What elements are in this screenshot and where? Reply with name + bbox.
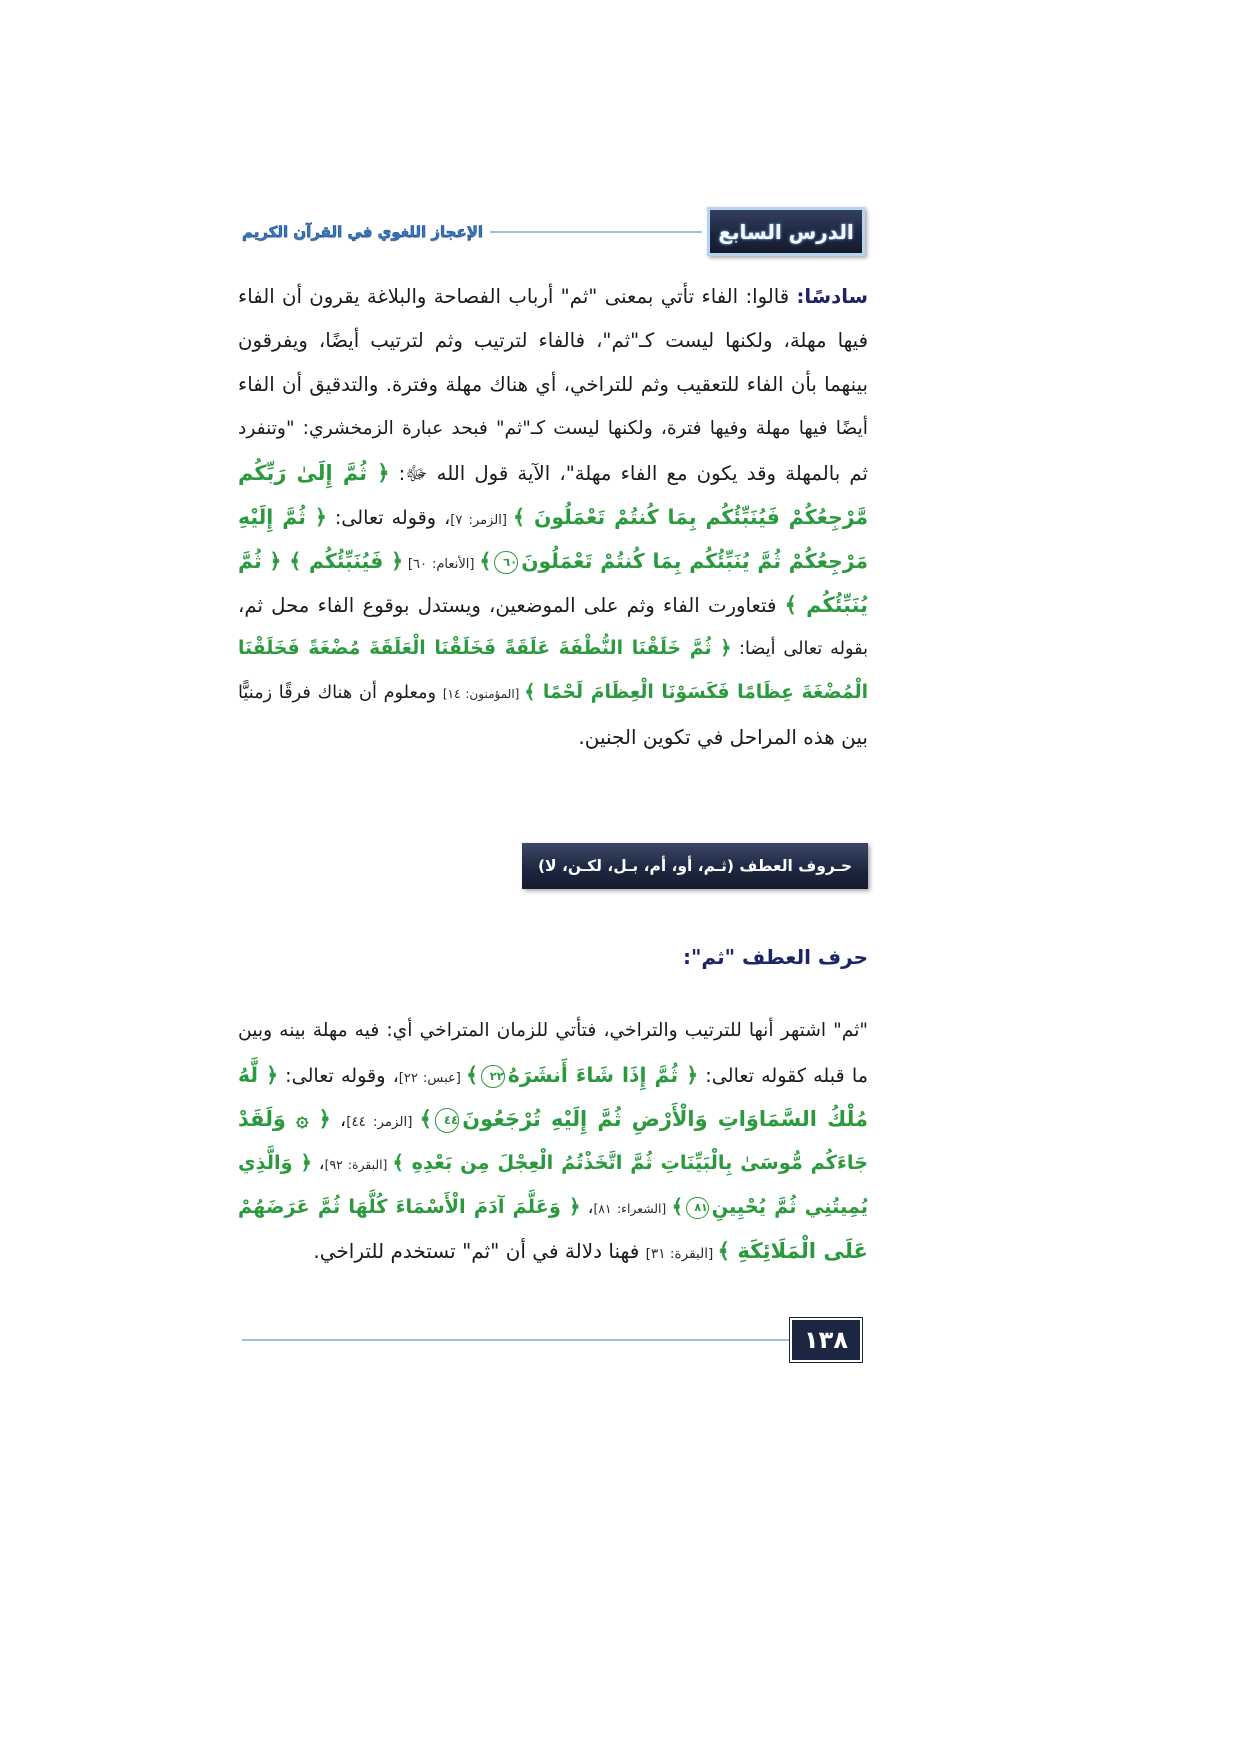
quran-verse-text: ﴿ فَيُنَبِّئُكُم ﴾ ﴿ ثُمَّ [238, 549, 404, 573]
subheading: حرف العطف "ثم": [683, 945, 868, 969]
ayah-number-marker: ٤٤ [435, 1108, 459, 1132]
verse-reference: [الأنعام: ٦٠] [403, 557, 480, 572]
quran-verse-text: مُلْكُ السَّمَاوَاتِ وَالْأَرْضِ ثُمَّ إِلَيْهِ تُرْجَعُونَ [462, 1107, 868, 1131]
verse-reference: [المؤمنون: ١٤] [442, 687, 525, 701]
body-text: بينهما بأن الفاء للتعقيب وثم للتراخي، أي هناك مهلة وفترة. والتدقيق أن الفاء [238, 373, 868, 396]
verse-reference: [البقرة: ٩٢] [324, 1158, 393, 1172]
quran-verse-text: يُنَبِّئُكُم ﴾ [784, 593, 868, 617]
quran-verse-text: مَرْجِعُكُمْ ثُمَّ يُنَبِّئُكُم بِمَا كُنتُمْ تَعْمَلُونَ [521, 549, 868, 573]
verse-reference: [عبس: ٢٢] [398, 1071, 467, 1086]
verse-reference: [الشعراء: ٨١] [593, 1202, 672, 1216]
quran-verse-text: يُمِيتُنِي ثُمَّ يُحْيِينِ [711, 1195, 868, 1218]
quran-verse-text: الْمُضْغَةَ عِظَامًا فَكَسَوْنَا الْعِظَامَ لَحْمًا ﴾ [524, 682, 869, 703]
section-title-bar [522, 843, 868, 889]
ayah-number-marker: ٦٠ [494, 551, 518, 575]
verse-reference: [الزمر: ٧] [450, 513, 514, 528]
text-line [238, 1053, 868, 1097]
quran-verse-text: ﴿ لَّهُ [238, 1063, 278, 1087]
text-line [238, 539, 868, 583]
text-line [238, 275, 868, 319]
body-text: بين هذه المراحل في تكوين الجنين. [578, 725, 868, 749]
body-text: "ثم" اشتهر أنها للترتيب والتراخي، فتأتي للزمان المتراخي أي: فيه مهلة بينه وبين [238, 1020, 868, 1041]
body-text: فيها مهلة، ولكنها ليست كـ"ثم"، فالفاء لترتيب وثم لترتيب أيضًا، ويفرقون [238, 329, 868, 352]
text-line [238, 1185, 868, 1229]
quran-verse-text: ﴾ [479, 549, 492, 573]
text-line [238, 363, 868, 407]
text-line [238, 319, 868, 363]
text-line [238, 1009, 868, 1053]
quran-verse-text: عَلَى الْمَلَائِكَةِ ﴾ [717, 1238, 868, 1263]
text-line [238, 627, 868, 671]
body-text: ، وقوله تعالى: [278, 1064, 399, 1087]
page-number-box [790, 1318, 862, 1362]
quran-verse-text: ﴾ [466, 1063, 478, 1087]
body-text: فهنا دلالة في أن "ثم" تستخدم للتراخي. [313, 1239, 646, 1263]
paragraph-label: سادسًا: [796, 285, 868, 308]
body-text: ثم بالمهلة وقد يكون مع الفاء مهلة"، الآية قول الله ﷻ: [389, 462, 868, 485]
section-title: حـروف العطف (ثـم، أو، أم، بـل، لكـن، لا) [537, 857, 852, 875]
body-text: ، [580, 1197, 594, 1218]
text-line [238, 671, 868, 715]
quran-verse-text: ﴿ ثُمَّ إِلَىٰ رَبِّكُم [238, 461, 390, 485]
quran-verse-text: ﴿ ثُمَّ إِذَا شَاءَ أَنشَرَهُ [507, 1063, 699, 1087]
verse-reference: [البقرة: ٣١] [645, 1246, 718, 1262]
lesson-label: الدرس السابع [718, 219, 854, 244]
paragraph-1 [238, 275, 868, 759]
lesson-label-box [707, 207, 865, 256]
body-text: بقوله تعالى أيضا: [731, 639, 869, 659]
text-line [238, 1229, 868, 1273]
body-text: ومعلوم أن هناك فرقًا زمنيًّا [238, 683, 443, 703]
ayah-number-marker: ٢٢ [481, 1065, 505, 1089]
page-number: ١٣٨ [804, 1326, 848, 1354]
body-text: فتعاورت الفاء وثم على الموضعين، ويستدل بوقوع الفاء محل ثم، [238, 594, 785, 617]
text-line [238, 451, 868, 495]
quran-verse-text: مَّرْجِعُكُمْ فَيُنَبِّئُكُم بِمَا كُنتُمْ تَعْمَلُونَ ﴾ [513, 505, 868, 529]
text-line [238, 1097, 868, 1141]
ayah-number-marker: ٨١ [686, 1197, 709, 1220]
paragraph-2 [238, 1009, 868, 1273]
text-line [238, 715, 868, 759]
text-line [238, 495, 868, 539]
quran-verse-text: ﴿ وَالَّذِي [238, 1151, 312, 1174]
quran-verse-text: جَاءَكُم مُّوسَىٰ بِالْبَيِّنَاتِ ثُمَّ اتَّخَذْتُمُ الْعِجْلَ مِن بَعْدِهِ ﴾ [392, 1151, 868, 1174]
body-text: قالوا: الفاء تأتي بمعنى "ثم" أرباب الفصاحة والبلاغة يقرون أن الفاء [238, 285, 797, 308]
body-text: ، [330, 1108, 347, 1131]
book-title: الإعجاز اللغوي في القرآن الكريم [241, 223, 484, 241]
quran-verse-text: ﴿ ۞ وَلَقَدْ [238, 1107, 331, 1131]
text-line [238, 1141, 868, 1185]
body-text: ، وقوله تعالى: [326, 506, 451, 529]
quran-verse-text: ﴾ [671, 1195, 683, 1218]
quran-verse-text: ﴿ ثُمَّ إِلَيْهِ [238, 505, 327, 529]
verse-reference: [الزمر: ٤٤] [346, 1115, 420, 1130]
quran-verse-text: ﴾ [419, 1107, 432, 1131]
body-text: ، [311, 1153, 325, 1174]
body-text: ما قبله كقوله تعالى: [698, 1064, 868, 1087]
text-line [238, 583, 868, 627]
footer-divider [242, 1339, 790, 1341]
header-divider [490, 231, 702, 233]
quran-verse-text: ﴿ ثُمَّ خَلَقْنَا النُّطْفَةَ عَلَقَةً فَخَلَقْنَا الْعَلَقَةَ مُضْغَةً فَخَلَقْنَا [238, 638, 732, 659]
body-text: أيضًا فيها مهلة وفيها فترة، ولكنها ليست كـ"ثم" فبحد عبارة الزمخشري: "وتنفرد [238, 418, 868, 439]
quran-verse-text: ﴿ وَعَلَّمَ آدَمَ الْأَسْمَاءَ كُلَّهَا ثُمَّ عَرَضَهُمْ [238, 1195, 581, 1218]
text-line [238, 407, 868, 451]
